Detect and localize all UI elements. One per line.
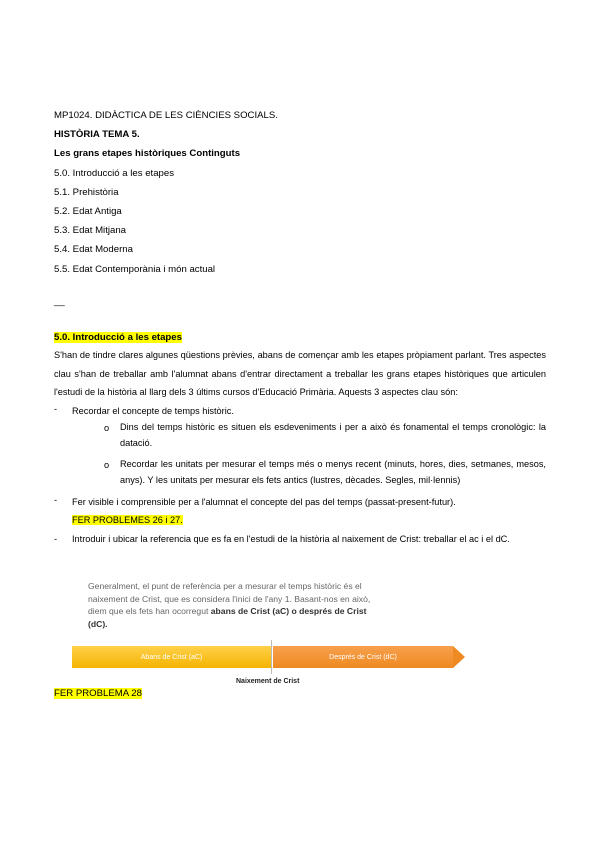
toc-item: 5.5. Edat Contemporània i món actual [54,264,216,275]
toc-item: 5.1. Prehistòria [54,187,119,198]
figure-caption-bold: abans de Crist (aC) o després de Crist (dC). [88,606,367,629]
final-problem-text: FER PROBLEMA 28 [54,688,142,699]
timeline-after-label: Després de Crist (dC) [329,653,397,661]
sub-bullet-text: Recordar les unitats per mesurar el temps més o menys recent (minuts, hores, dies, setmanes, mesos, anys). Y les unitats per mesurar els fets antics (lustres, dècades. Segles, mil·lennis) [120,459,546,485]
intro-paragraph: S'han de tindre clares algunes qüestions prèvies, abans de començar amb les etapes pròpiament parlant. Tres aspectes clau s'han de treballar amb l'alumnat abans d'entrar directament a treballar les grans etapes històriques que articulen l'estudi de la història al llarg dels 3 últims cursos d'Educació Primària. Aquests 3 aspectes clau són: [54,350,546,397]
bullet-text: Introduir i ubicar la referencia que es fa en l'estudi de la història al naixement de Crist: treballar el ac i el dC. [72,534,510,544]
timeline-birth-label: Naixement de Crist [236,678,300,685]
problems-note [72,511,183,529]
sub-bullet-marker: o [104,423,110,433]
sub-bullet-text: Dins del temps històric es situen els esdeveniments i per a això és fonamental el temps cronològic: la datació. [120,422,546,448]
section-heading-text: 5.0. Introducció a les etapes [54,332,182,343]
toc-item: 5.4. Edat Moderna [54,244,133,255]
final-problem [54,688,142,700]
problems-note-text: FER PROBLEMES 26 i 27. [72,515,183,525]
contents-title: Les grans etapes històriques Continguts [54,148,241,159]
timeline-before-label: Abans de Crist (aC) [140,653,203,661]
separator: __ [54,296,65,307]
timeline-after-christ [273,646,453,668]
toc-item: 5.3. Edat Mitjana [54,225,126,236]
figure-caption [88,580,388,630]
timeline-divider [271,640,272,674]
bullet-text: Fer visible i comprensible per a l'alumnat el concepte del pas del temps (passat-present-futur). [72,497,456,507]
figure-caption-text: Generalment, el punt de referència per a mesurar el temps històric és el naixement de Crist, que es considera l'inici de l'any 1. Basant-nos en això, diem que els fets han ocorregut [88,581,371,616]
bullet-dash: - [54,495,58,505]
timeline-before-christ [72,646,271,668]
topic-title: HISTÒRIA TEMA 5. [54,129,140,140]
bullet-dash: - [54,404,58,414]
toc-item: 5.2. Edat Antiga [54,206,122,217]
section-heading [54,332,182,344]
bullet-text: Recordar el concepte de temps històric. [72,406,234,416]
course-title: MP1024. DIDÀCTICA DE LES CIÈNCIES SOCIALS. [54,110,278,121]
toc-item: 5.0. Introducció a les etapes [54,168,174,179]
bullet-dash: - [54,534,58,544]
timeline-arrow-icon [453,646,465,668]
sub-bullet-marker: o [104,460,110,470]
timeline-figure [72,640,472,674]
